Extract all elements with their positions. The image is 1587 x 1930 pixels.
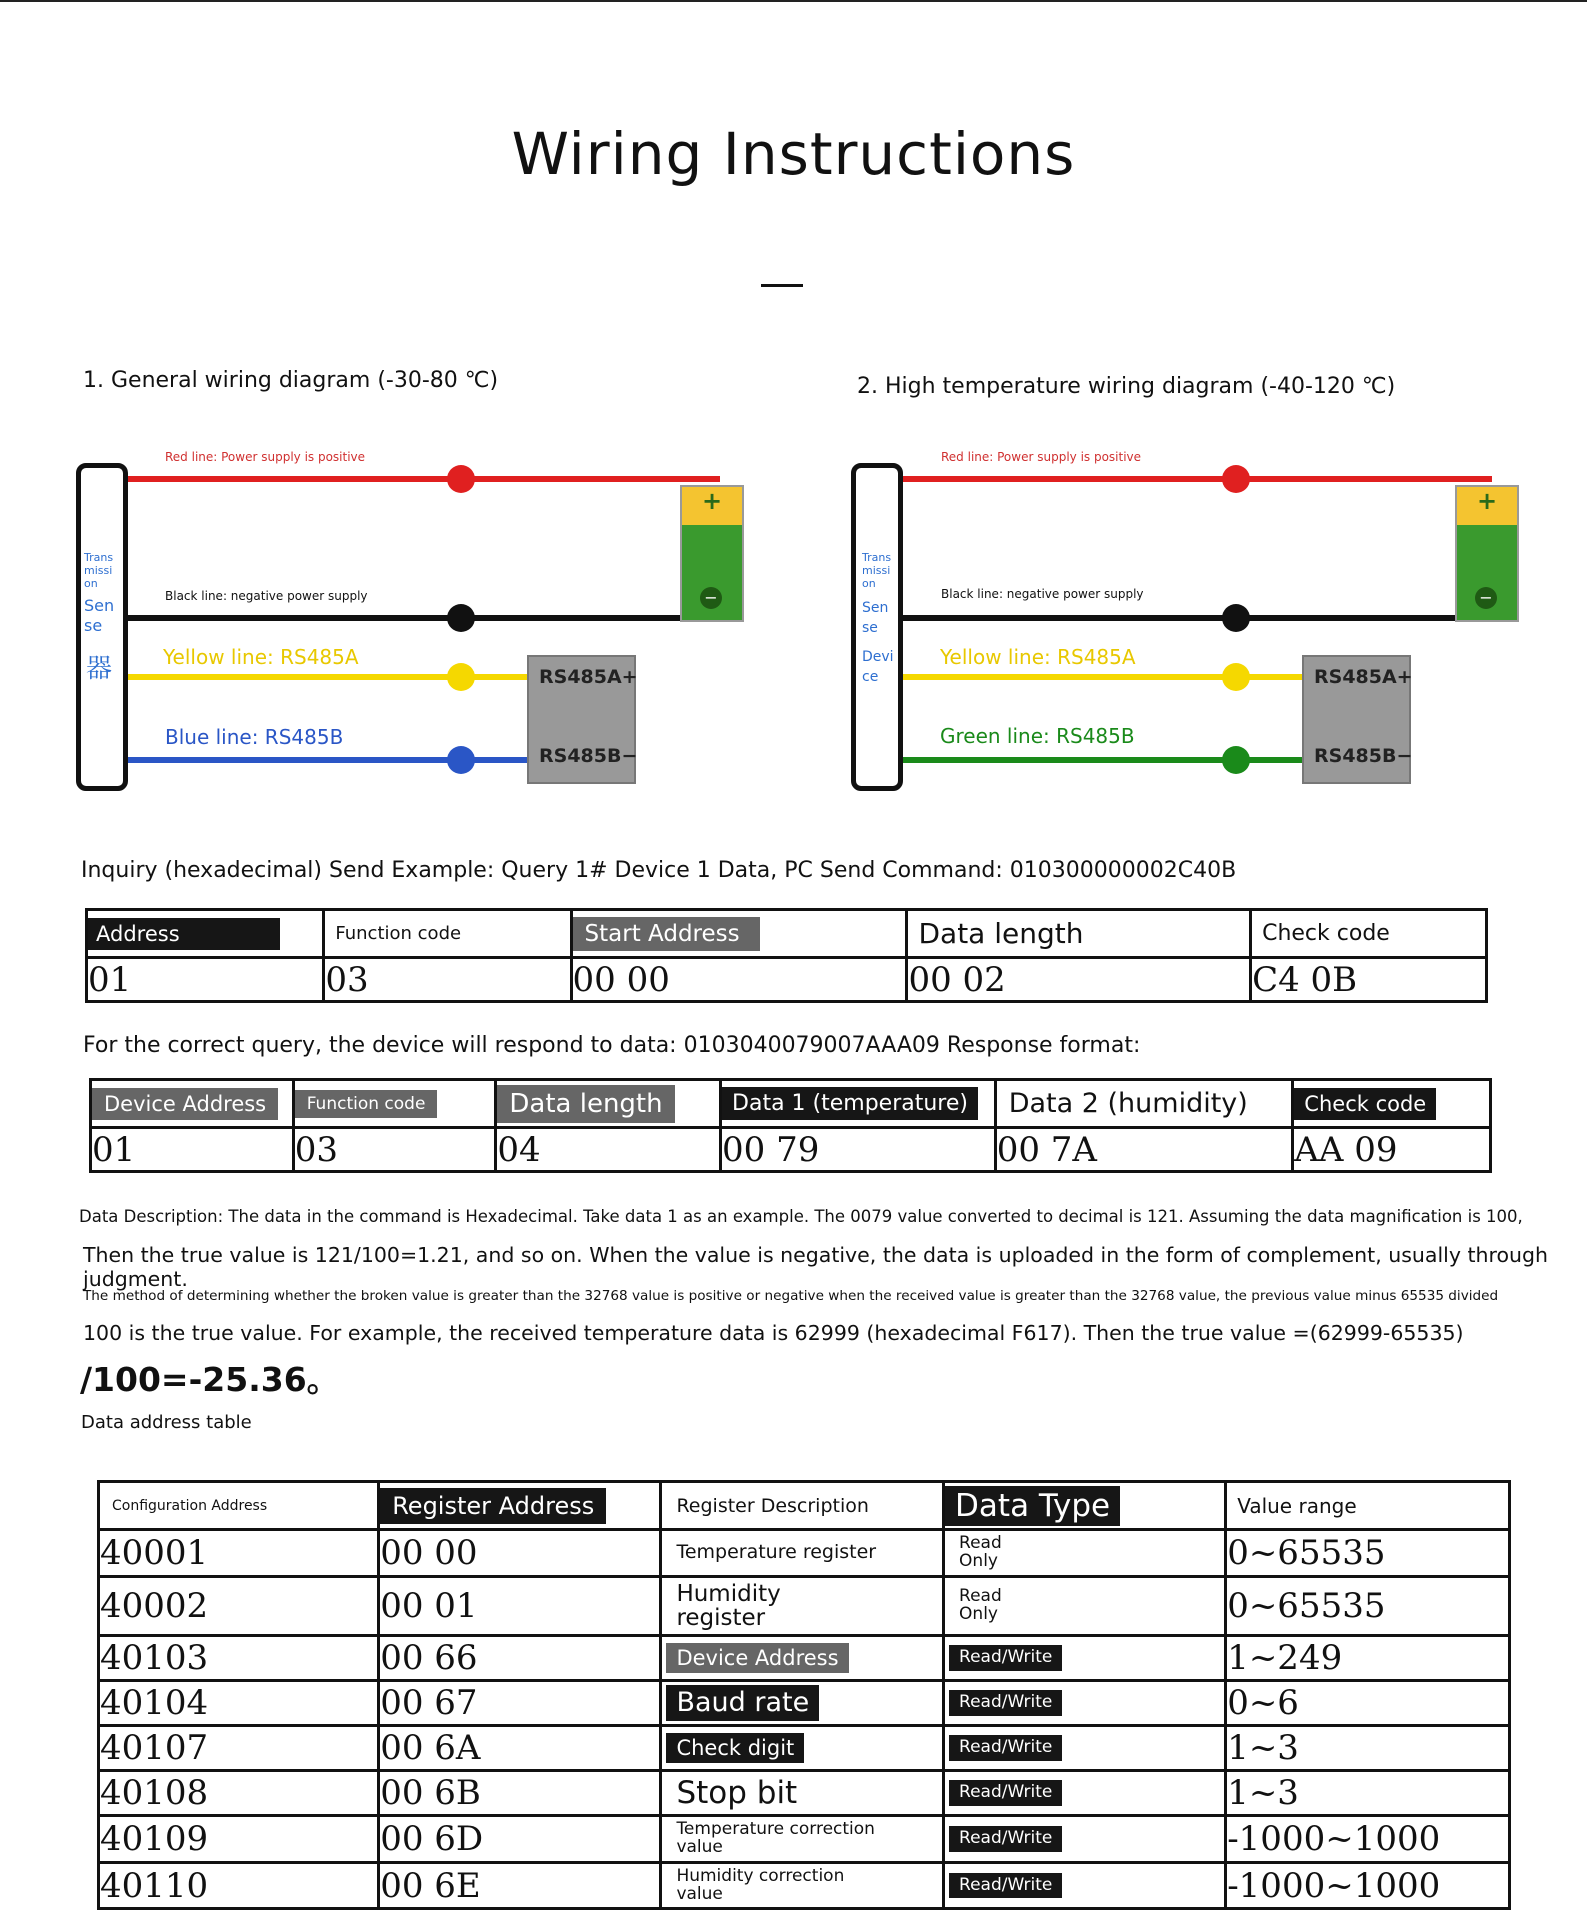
table-header: Data length [497, 1085, 674, 1123]
battery-plus-icon: + [1477, 487, 1498, 515]
green-wire [902, 757, 1312, 763]
table-header: Function code [335, 923, 462, 944]
data-type-cell [944, 1680, 1226, 1725]
description-line: 100 is the true value. For example, the received temperature data is 62999 (hexadecimal F617). Then the true value =(62999-65535) [83, 1321, 1464, 1345]
red-connector [447, 465, 475, 493]
register-address-cell: 00 67 [379, 1680, 661, 1725]
value-range-cell: 1~3 [1226, 1770, 1510, 1815]
table-row [99, 1635, 1510, 1680]
data-type-cell [944, 1862, 1226, 1909]
register-address-cell: 00 66 [379, 1635, 661, 1680]
response-text: For the correct query, the device will respond to data: 0103040079007AAA09 Response format: [83, 1033, 1141, 1058]
description-line: Data Description: The data in the command is Hexadecimal. Take data 1 as an example. The 0079 value converted to decimal is 121. Assuming the data magnification is 100, [79, 1207, 1523, 1226]
inquiry-table [85, 908, 1488, 1003]
register-address-cell: 00 6A [379, 1725, 661, 1770]
config-address-cell: 40001 [99, 1530, 379, 1577]
value-range-cell: -1000~1000 [1226, 1815, 1510, 1862]
blue-line-label: Blue line: RS485B [165, 725, 344, 749]
yellow-wire [902, 674, 1312, 680]
data-type-cell [944, 1530, 1226, 1577]
register-description-label: Humidity register [676, 1580, 781, 1631]
table-header: Check code [1294, 1088, 1436, 1120]
table-header: Data 1 (temperature) [722, 1087, 978, 1120]
battery [1455, 485, 1519, 622]
table-header: Data Type [945, 1486, 1120, 1526]
table-header-row [99, 1482, 1510, 1530]
register-address-cell: 00 00 [379, 1530, 661, 1577]
battery [680, 485, 744, 622]
table-row [99, 1770, 1510, 1815]
config-address-cell: 40002 [99, 1576, 379, 1635]
data-type-label: Read/Write [949, 1690, 1062, 1716]
table-cell: 03 [324, 958, 571, 1002]
device-label-sense: Sen se [84, 596, 115, 635]
register-address-cell: 00 6B [379, 1770, 661, 1815]
value-range-cell: 0~65535 [1226, 1530, 1510, 1577]
data-address-table [97, 1480, 1511, 1910]
config-address-cell: 40110 [99, 1862, 379, 1909]
device-label-char: 器 [86, 654, 113, 684]
table-cell: 00 7A [995, 1128, 1293, 1172]
register-address-cell: 00 6D [379, 1815, 661, 1862]
register-description-cell [661, 1725, 944, 1770]
diagram-title: 2. High temperature wiring diagram (-40-120 ℃) [857, 374, 1396, 399]
register-description-cell [661, 1635, 944, 1680]
device-label-device: Devi ce [862, 649, 894, 685]
register-description-label: Check digit [666, 1733, 804, 1763]
inquiry-text: Inquiry (hexadecimal) Send Example: Query 1# Device 1 Data, PC Send Command: 010300000002C40B [81, 858, 1237, 883]
black-wire [902, 615, 1492, 621]
red-wire [902, 476, 1492, 482]
table-cell: AA 09 [1293, 1128, 1491, 1172]
yellow-connector [1222, 663, 1250, 691]
value-range-cell: 1~249 [1226, 1635, 1510, 1680]
red-line-label: Red line: Power supply is positive [941, 450, 1142, 464]
register-description-cell [661, 1815, 944, 1862]
rs485-module [1302, 655, 1411, 784]
description-line: Then the true value is 121/100=1.21, and so on. When the value is negative, the data is uploaded in the form of complement, usually through judgment. [83, 1243, 1549, 1291]
value-range-cell: 1~3 [1226, 1725, 1510, 1770]
rs485a-label: RS485A+ [539, 666, 638, 688]
data-type-label: Read/Write [949, 1735, 1062, 1761]
table-header: Check code [1262, 921, 1390, 946]
data-type-cell [944, 1576, 1226, 1635]
table-row [99, 1576, 1510, 1635]
table-cell: C4 0B [1251, 958, 1487, 1002]
table-header: Configuration Address [112, 1497, 268, 1514]
data-type-label: Read/Write [949, 1873, 1062, 1899]
data-type-cell [944, 1815, 1226, 1862]
data-type-cell [944, 1770, 1226, 1815]
config-address-cell: 40104 [99, 1680, 379, 1725]
table-header: Register Description [676, 1494, 869, 1517]
table-row [99, 1815, 1510, 1862]
value-range-cell: 0~65535 [1226, 1576, 1510, 1635]
register-address-cell: 00 01 [379, 1576, 661, 1635]
table-cell: 03 [293, 1128, 496, 1172]
device-label-sense: Sen se [862, 600, 889, 636]
yellow-connector [447, 663, 475, 691]
green-line-label: Green line: RS485B [940, 724, 1135, 748]
description-line: The method of determining whether the broken value is greater than the 32768 value is positive or negative when the received value is greater than the 32768 value, the previous value minus 65535 divided [83, 1288, 1499, 1304]
table-header: Device Address [92, 1088, 278, 1120]
black-connector [1222, 604, 1250, 632]
data-type-label: Read Only [959, 1533, 1002, 1571]
table-header: Data length [918, 917, 1084, 950]
top-rule [0, 0, 1587, 2]
table-cell: 00 79 [721, 1128, 996, 1172]
black-wire [125, 615, 720, 621]
register-description-cell [661, 1862, 944, 1909]
table-header-row [91, 1080, 1491, 1128]
rs485a-label: RS485A+ [1314, 666, 1413, 688]
table-cell: 00 00 [571, 958, 907, 1002]
data-type-cell [944, 1725, 1226, 1770]
table-row [99, 1862, 1510, 1909]
register-description-label: Temperature register [676, 1540, 877, 1563]
red-connector [1222, 465, 1250, 493]
table-row [99, 1680, 1510, 1725]
table-row [99, 1725, 1510, 1770]
green-connector [1222, 746, 1250, 774]
register-description-label: Baud rate [666, 1685, 819, 1721]
table-header: Start Address [573, 917, 760, 951]
data-type-cell [944, 1635, 1226, 1680]
diagram-title: 1. General wiring diagram (-30-80 ℃) [83, 368, 499, 393]
table-cell: 00 02 [907, 958, 1251, 1002]
table-cell: 04 [496, 1128, 721, 1172]
description-result: /100=-25.36。 [80, 1360, 340, 1399]
table-row [99, 1530, 1510, 1577]
table-header: Address [88, 918, 280, 950]
table-header: Data 2 (humidity) [1008, 1088, 1248, 1119]
value-range-cell: 0~6 [1226, 1680, 1510, 1725]
config-address-cell: 40107 [99, 1725, 379, 1770]
data-type-label: Read/Write [949, 1780, 1062, 1806]
table-header: Register Address [380, 1488, 606, 1524]
table-row [91, 1128, 1491, 1172]
device-label-transmission: Trans missi on [862, 551, 892, 590]
yellow-line-label: Yellow line: RS485A [940, 645, 1136, 669]
rs485b-label: RS485B− [539, 745, 638, 767]
yellow-line-label: Yellow line: RS485A [163, 645, 359, 669]
table-row [87, 958, 1487, 1002]
register-description-cell [661, 1530, 944, 1577]
rs485-module [527, 655, 636, 784]
table-header: Value range [1237, 1493, 1357, 1518]
red-line-label: Red line: Power supply is positive [165, 450, 366, 464]
battery-minus-icon: − [1475, 587, 1497, 609]
register-description-label: Stop bit [676, 1774, 798, 1811]
page-title: Wiring Instructions [511, 120, 1076, 188]
data-type-label: Read/Write [949, 1826, 1062, 1852]
title-divider [761, 284, 803, 287]
table-header: Function code [295, 1090, 438, 1118]
device-label-transmission: Trans missi on [84, 551, 114, 590]
battery-minus-icon: − [700, 587, 722, 609]
black-line-label: Black line: negative power supply [941, 587, 1144, 601]
response-table [89, 1078, 1492, 1173]
register-description-cell [661, 1576, 944, 1635]
register-description-label: Humidity correction value [676, 1865, 845, 1904]
address-table-caption: Data address table [81, 1412, 252, 1433]
register-description-label: Device Address [666, 1643, 848, 1673]
battery-plus-icon: + [702, 487, 723, 515]
data-type-label: Read Only [959, 1585, 1002, 1624]
register-description-cell [661, 1770, 944, 1815]
config-address-cell: 40109 [99, 1815, 379, 1862]
table-header-row [87, 910, 1487, 958]
register-address-cell: 00 6E [379, 1862, 661, 1909]
register-description-cell [661, 1680, 944, 1725]
blue-connector [447, 746, 475, 774]
data-type-label: Read/Write [949, 1645, 1062, 1671]
black-connector [447, 604, 475, 632]
table-cell: 01 [87, 958, 324, 1002]
register-description-label: Temperature correction value [676, 1818, 875, 1857]
red-wire [125, 476, 720, 482]
config-address-cell: 40103 [99, 1635, 379, 1680]
config-address-cell: 40108 [99, 1770, 379, 1815]
table-cell: 01 [91, 1128, 294, 1172]
black-line-label: Black line: negative power supply [165, 589, 368, 603]
rs485b-label: RS485B− [1314, 745, 1413, 767]
value-range-cell: -1000~1000 [1226, 1862, 1510, 1909]
